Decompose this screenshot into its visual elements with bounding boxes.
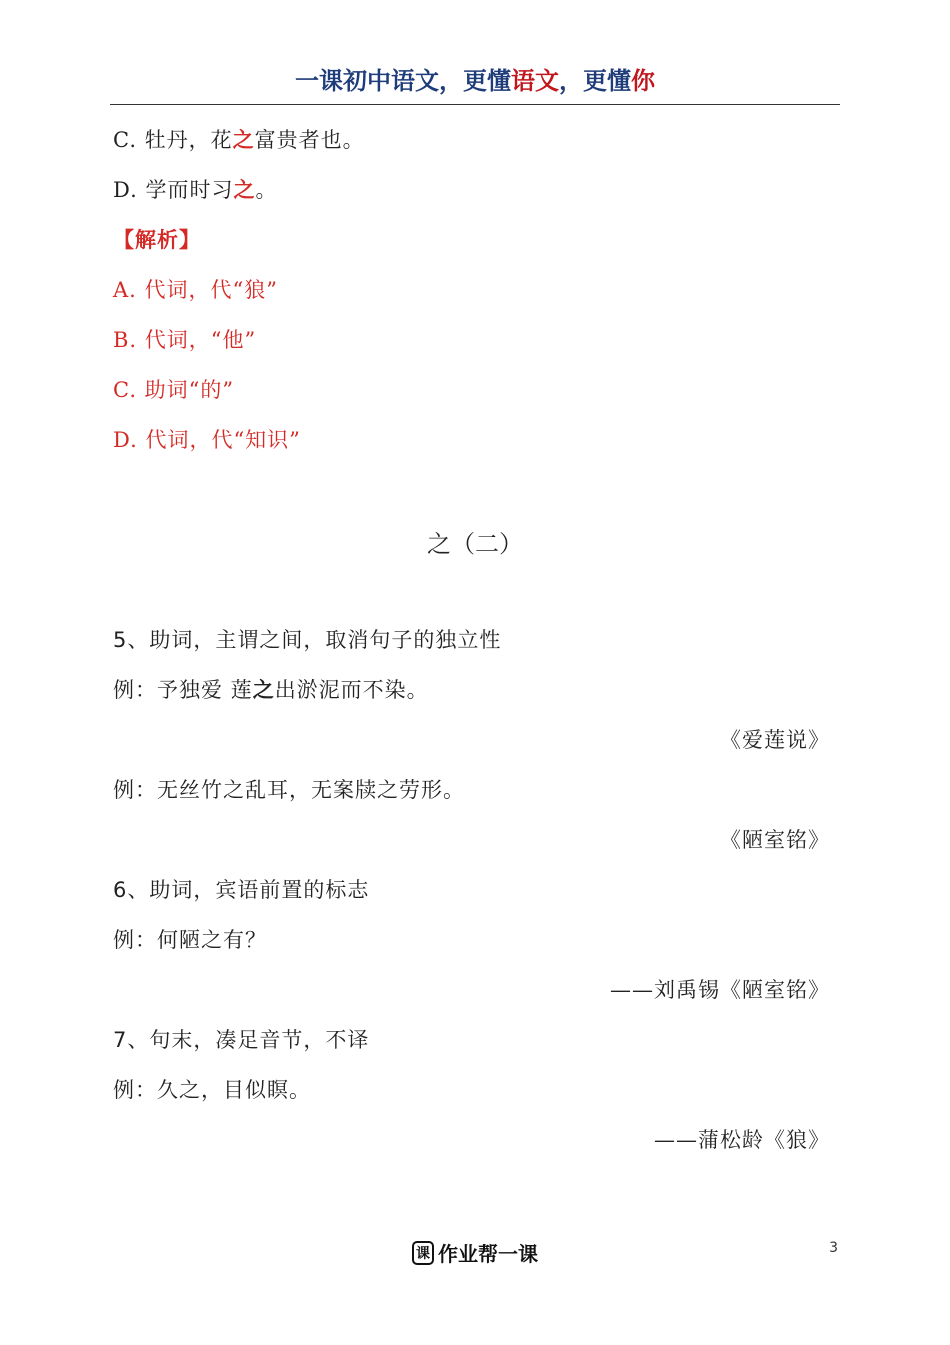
usage-7-heading: 7、句末，凑足音节，不译 — [113, 1028, 370, 1052]
usage-7-source: ——蒲松龄《狼》 — [654, 1128, 830, 1152]
analysis-item-a: A. 代词，代“狼” — [113, 278, 278, 302]
option-d-rest: 。 — [255, 178, 278, 202]
usage-5-example-1-rest: 出淤泥而不染。 — [274, 678, 429, 702]
usage-7-example: 例：久之，目似瞑。 — [113, 1078, 311, 1102]
option-d-highlight: 之 — [233, 177, 256, 202]
usage-6-heading: 6、助词，宾语前置的标志 — [113, 878, 370, 902]
option-c-highlight: 之 — [232, 127, 255, 152]
header-text-3: ，更懂 — [559, 67, 631, 95]
analysis-item-d: D. 代词，代“知识” — [113, 428, 301, 452]
option-c-text: C. 牡丹，花 — [113, 128, 233, 152]
analysis-item-b: B. 代词，“他” — [113, 328, 257, 352]
footer-logo — [0, 1238, 950, 1267]
usage-5-example-2: 例：无丝竹之乱耳，无案牍之劳形。 — [113, 778, 465, 802]
option-c — [113, 124, 365, 154]
header-text-4: 你 — [631, 67, 655, 95]
analysis-item-c: C. 助词“的” — [113, 378, 235, 402]
page-number: 3 — [829, 1240, 838, 1256]
option-d-text: D. 学而时习 — [113, 178, 234, 202]
usage-5-example-1 — [113, 674, 429, 704]
option-d — [113, 174, 277, 204]
page-header — [110, 58, 840, 105]
footer-logo-text: 作业帮一课 — [438, 1242, 538, 1266]
usage-5-example-1-text: 例：予独爱 莲 — [113, 678, 253, 702]
course-logo-icon: 课 — [412, 1241, 434, 1265]
header-text-2: 语文 — [511, 67, 559, 95]
header-text-1: 一课初中语文，更懂 — [295, 67, 511, 95]
usage-6-example: 例：何陋之有？ — [113, 928, 267, 952]
option-c-rest: 富贵者也。 — [254, 128, 365, 152]
usage-5-example-1-highlight: 之 — [252, 677, 275, 702]
usage-5-example-2-source: 《陋室铭》 — [720, 828, 830, 852]
usage-6-source: ——刘禹锡《陋室铭》 — [610, 978, 830, 1002]
usage-5-heading: 5、助词，主谓之间，取消句子的独立性 — [113, 628, 502, 652]
analysis-label: 【解析】 — [113, 228, 201, 252]
usage-5-example-1-source: 《爱莲说》 — [720, 728, 830, 752]
section-title: 之（二） — [427, 530, 523, 558]
